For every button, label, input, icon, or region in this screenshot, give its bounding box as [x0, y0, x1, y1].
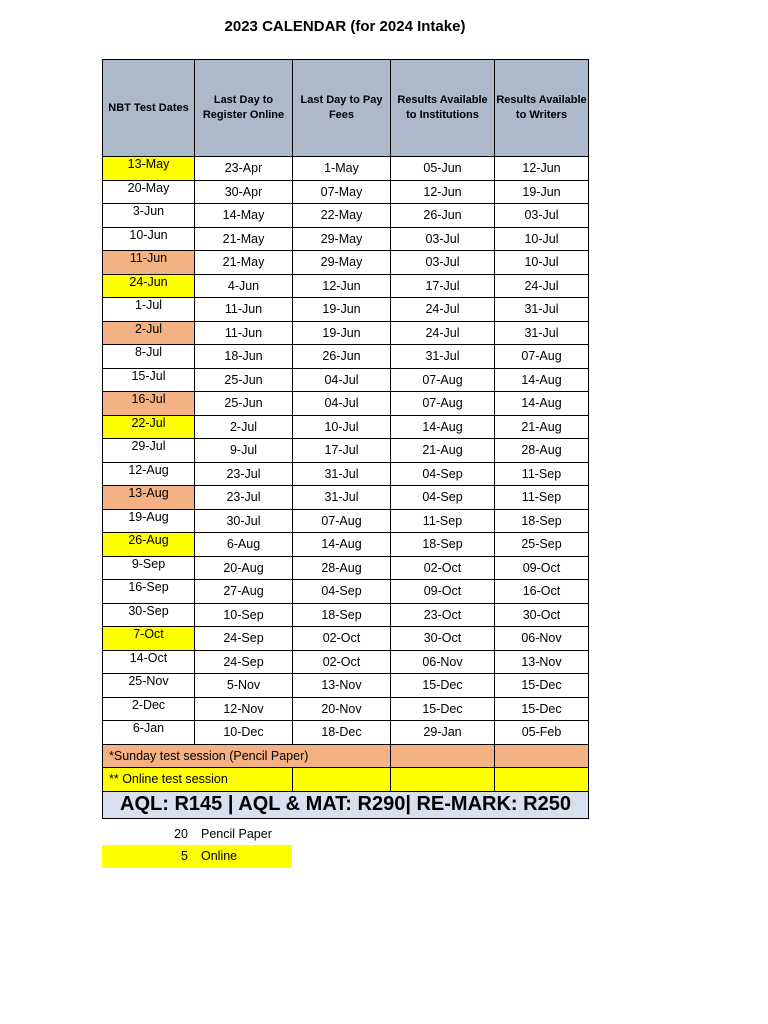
table-row: [103, 462, 589, 486]
writers-date-cell: 07-Aug: [495, 345, 589, 369]
institutions-date-cell: 15-Dec: [391, 697, 495, 721]
pay-date-cell: 20-Nov: [293, 697, 391, 721]
table-row: [103, 157, 589, 181]
table-row: [103, 650, 589, 674]
pay-date-cell: 19-Jun: [293, 298, 391, 322]
header-register-online: Last Day to Register Online: [195, 60, 293, 157]
writers-date-cell: 31-Jul: [495, 298, 589, 322]
legend-pencil-paper-label: Pencil Paper: [201, 827, 272, 841]
writers-date-cell: 05-Feb: [495, 721, 589, 745]
institutions-date-cell: 09-Oct: [391, 580, 495, 604]
pay-date-cell: 02-Oct: [293, 650, 391, 674]
test-date-cell: 6-Jan: [103, 721, 195, 745]
test-date-cell: 14-Oct: [103, 650, 195, 674]
price-row: [103, 791, 589, 818]
test-date-cell: 12-Aug: [103, 462, 195, 486]
institutions-date-cell: 17-Jul: [391, 274, 495, 298]
legend-online-label: Online: [201, 849, 238, 863]
pay-date-cell: 29-May: [293, 227, 391, 251]
institutions-date-cell: 03-Jul: [391, 251, 495, 275]
institutions-date-cell: 29-Jan: [391, 721, 495, 745]
table-row: [103, 674, 589, 698]
pay-date-cell: 28-Aug: [293, 556, 391, 580]
writers-date-cell: 14-Aug: [495, 392, 589, 416]
register-date-cell: 18-Jun: [195, 345, 293, 369]
table-row: [103, 603, 589, 627]
register-date-cell: 10-Dec: [195, 721, 293, 745]
test-date-cell: 8-Jul: [103, 345, 195, 369]
institutions-date-cell: 14-Aug: [391, 415, 495, 439]
register-date-cell: 27-Aug: [195, 580, 293, 604]
pay-date-cell: 31-Jul: [293, 486, 391, 510]
table-row: [103, 415, 589, 439]
register-date-cell: 25-Jun: [195, 368, 293, 392]
table-row: [103, 368, 589, 392]
register-date-cell: 20-Aug: [195, 556, 293, 580]
note-online-fill: [293, 768, 391, 792]
pay-date-cell: 19-Jun: [293, 321, 391, 345]
test-date-cell: 30-Sep: [103, 603, 195, 627]
pay-date-cell: 07-Aug: [293, 509, 391, 533]
writers-date-cell: 12-Jun: [495, 157, 589, 181]
legend-pencil-paper: [102, 823, 292, 846]
test-date-cell: 2-Dec: [103, 697, 195, 721]
table-row: [103, 580, 589, 604]
test-date-cell: 3-Jun: [103, 204, 195, 228]
register-date-cell: 6-Aug: [195, 533, 293, 557]
header-pay-fees: Last Day to Pay Fees: [293, 60, 391, 157]
register-date-cell: 24-Sep: [195, 627, 293, 651]
register-date-cell: 24-Sep: [195, 650, 293, 674]
test-date-cell: 29-Jul: [103, 439, 195, 463]
test-date-cell: 9-Sep: [103, 556, 195, 580]
institutions-date-cell: 03-Jul: [391, 227, 495, 251]
price-text: AQL: R145 | AQL & MAT: R290| RE-MARK: R250: [103, 791, 589, 818]
test-date-cell: 19-Aug: [103, 509, 195, 533]
writers-date-cell: 16-Oct: [495, 580, 589, 604]
register-date-cell: 12-Nov: [195, 697, 293, 721]
institutions-date-cell: 06-Nov: [391, 650, 495, 674]
writers-date-cell: 18-Sep: [495, 509, 589, 533]
test-date-cell: 7-Oct: [103, 627, 195, 651]
legend-online-count: 5: [181, 849, 188, 863]
writers-date-cell: 14-Aug: [495, 368, 589, 392]
writers-date-cell: 28-Aug: [495, 439, 589, 463]
writers-date-cell: 25-Sep: [495, 533, 589, 557]
table-row: [103, 345, 589, 369]
calendar-table: [102, 59, 589, 819]
pay-date-cell: 31-Jul: [293, 462, 391, 486]
note-online: ** Online test session: [103, 768, 293, 792]
writers-date-cell: 30-Oct: [495, 603, 589, 627]
table-row: [103, 204, 589, 228]
institutions-date-cell: 30-Oct: [391, 627, 495, 651]
table-row: [103, 439, 589, 463]
header-test-dates: NBT Test Dates: [103, 60, 195, 157]
register-date-cell: 11-Jun: [195, 321, 293, 345]
register-date-cell: 11-Jun: [195, 298, 293, 322]
writers-date-cell: 03-Jul: [495, 204, 589, 228]
table-row: [103, 533, 589, 557]
register-date-cell: 9-Jul: [195, 439, 293, 463]
test-date-cell: 15-Jul: [103, 368, 195, 392]
table-row: [103, 486, 589, 510]
institutions-date-cell: 24-Jul: [391, 321, 495, 345]
writers-date-cell: 11-Sep: [495, 462, 589, 486]
register-date-cell: 21-May: [195, 227, 293, 251]
institutions-date-cell: 02-Oct: [391, 556, 495, 580]
test-date-cell: 26-Aug: [103, 533, 195, 557]
pay-date-cell: 18-Sep: [293, 603, 391, 627]
table-row: [103, 721, 589, 745]
institutions-date-cell: 15-Dec: [391, 674, 495, 698]
header-results-writers: Results Available to Writers: [495, 60, 589, 157]
note-online-fill: [495, 768, 589, 792]
table-row: [103, 227, 589, 251]
pay-date-cell: 04-Sep: [293, 580, 391, 604]
institutions-date-cell: 26-Jun: [391, 204, 495, 228]
institutions-date-cell: 12-Jun: [391, 180, 495, 204]
note-sunday: *Sunday test session (Pencil Paper): [103, 744, 391, 768]
institutions-date-cell: 07-Aug: [391, 368, 495, 392]
pay-date-cell: 10-Jul: [293, 415, 391, 439]
test-date-cell: 20-May: [103, 180, 195, 204]
table-row: [103, 251, 589, 275]
test-date-cell: 1-Jul: [103, 298, 195, 322]
register-date-cell: 14-May: [195, 204, 293, 228]
pay-date-cell: 14-Aug: [293, 533, 391, 557]
test-date-cell: 25-Nov: [103, 674, 195, 698]
table-row: [103, 509, 589, 533]
test-date-cell: 2-Jul: [103, 321, 195, 345]
register-date-cell: 30-Apr: [195, 180, 293, 204]
note-row-online: [103, 768, 589, 792]
note-sunday-fill: [495, 744, 589, 768]
header-row: [103, 60, 589, 157]
writers-date-cell: 19-Jun: [495, 180, 589, 204]
test-date-cell: 16-Jul: [103, 392, 195, 416]
pay-date-cell: 22-May: [293, 204, 391, 228]
pay-date-cell: 26-Jun: [293, 345, 391, 369]
table-row: [103, 180, 589, 204]
institutions-date-cell: 04-Sep: [391, 462, 495, 486]
test-date-cell: 11-Jun: [103, 251, 195, 275]
pay-date-cell: 12-Jun: [293, 274, 391, 298]
pay-date-cell: 1-May: [293, 157, 391, 181]
register-date-cell: 30-Jul: [195, 509, 293, 533]
register-date-cell: 4-Jun: [195, 274, 293, 298]
writers-date-cell: 13-Nov: [495, 650, 589, 674]
test-date-cell: 13-Aug: [103, 486, 195, 510]
test-date-cell: 10-Jun: [103, 227, 195, 251]
institutions-date-cell: 07-Aug: [391, 392, 495, 416]
writers-date-cell: 15-Dec: [495, 674, 589, 698]
pay-date-cell: 13-Nov: [293, 674, 391, 698]
calendar-body: [103, 157, 589, 745]
institutions-date-cell: 18-Sep: [391, 533, 495, 557]
register-date-cell: 5-Nov: [195, 674, 293, 698]
table-row: [103, 321, 589, 345]
note-row-sunday: [103, 744, 589, 768]
test-date-cell: 13-May: [103, 157, 195, 181]
register-date-cell: 23-Apr: [195, 157, 293, 181]
pay-date-cell: 17-Jul: [293, 439, 391, 463]
institutions-date-cell: 23-Oct: [391, 603, 495, 627]
test-date-cell: 24-Jun: [103, 274, 195, 298]
register-date-cell: 10-Sep: [195, 603, 293, 627]
test-date-cell: 16-Sep: [103, 580, 195, 604]
writers-date-cell: 15-Dec: [495, 697, 589, 721]
page-title: 2023 CALENDAR (for 2024 Intake): [224, 18, 466, 35]
writers-date-cell: 21-Aug: [495, 415, 589, 439]
pay-date-cell: 07-May: [293, 180, 391, 204]
institutions-date-cell: 21-Aug: [391, 439, 495, 463]
table-row: [103, 274, 589, 298]
note-online-fill: [391, 768, 495, 792]
register-date-cell: 2-Jul: [195, 415, 293, 439]
note-sunday-fill: [391, 744, 495, 768]
table-row: [103, 392, 589, 416]
table-row: [103, 298, 589, 322]
writers-date-cell: 31-Jul: [495, 321, 589, 345]
institutions-date-cell: 04-Sep: [391, 486, 495, 510]
writers-date-cell: 10-Jul: [495, 227, 589, 251]
legend-online: [102, 845, 292, 868]
institutions-date-cell: 05-Jun: [391, 157, 495, 181]
pay-date-cell: 02-Oct: [293, 627, 391, 651]
table-row: [103, 697, 589, 721]
institutions-date-cell: 31-Jul: [391, 345, 495, 369]
table-row: [103, 627, 589, 651]
pay-date-cell: 04-Jul: [293, 368, 391, 392]
register-date-cell: 23-Jul: [195, 486, 293, 510]
register-date-cell: 21-May: [195, 251, 293, 275]
register-date-cell: 23-Jul: [195, 462, 293, 486]
pay-date-cell: 18-Dec: [293, 721, 391, 745]
writers-date-cell: 09-Oct: [495, 556, 589, 580]
pay-date-cell: 04-Jul: [293, 392, 391, 416]
header-results-institutions: Results Available to Institutions: [391, 60, 495, 157]
register-date-cell: 25-Jun: [195, 392, 293, 416]
test-date-cell: 22-Jul: [103, 415, 195, 439]
writers-date-cell: 06-Nov: [495, 627, 589, 651]
table-row: [103, 556, 589, 580]
legend-pencil-paper-count: 20: [174, 827, 188, 841]
institutions-date-cell: 24-Jul: [391, 298, 495, 322]
institutions-date-cell: 11-Sep: [391, 509, 495, 533]
writers-date-cell: 10-Jul: [495, 251, 589, 275]
pay-date-cell: 29-May: [293, 251, 391, 275]
writers-date-cell: 24-Jul: [495, 274, 589, 298]
writers-date-cell: 11-Sep: [495, 486, 589, 510]
